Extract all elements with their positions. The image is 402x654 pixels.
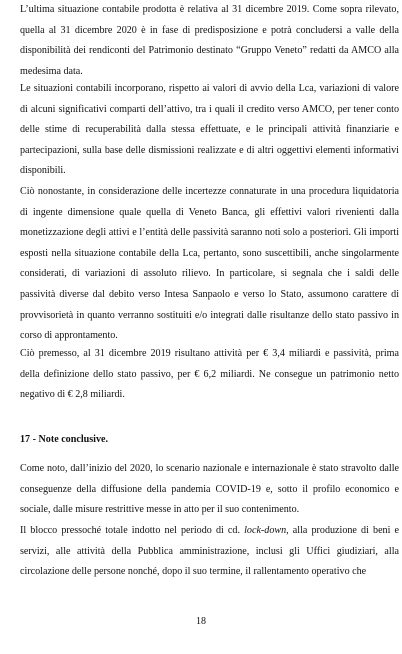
paragraph-premesso: Ciò premesso, al 31 dicembre 2019 risultano attività per € 3,4 miliardi e passività, prima della definizione dello stato passivo, per € 6,2 miliardi. Ne consegue un patrimonio netto negativo di € 2,8 miliardi. (20, 348, 399, 401)
paragraph-situazioni-contabili: Le situazioni contabili incorporano, rispetto ai valori di avvio della Lca, variazioni di valore di alcuni significativi comparti dell’attivo, tra i quali il credito verso AMCO, per tener conto delle stime di recuperabilità dalla stessa effettuate, e le principali attività finanziarie e partecipazioni, sulla base delle dismissioni realizzate e di altri oggettivi elementi informativi disponibili. (20, 83, 399, 177)
paragraph-blocco-end: , alla produzione di beni e servizi, alle attività della Pubblica amministrazione, inclusi gli Uffici giudiziari, alla circolazione delle persone nonché, dopo il suo termine, il rallentamento operativo che (20, 525, 400, 578)
lock-down-term: lock-down (244, 525, 287, 536)
paragraph-incertezze: Ciò nonostante, in considerazione delle incertezze connaturate in una procedura liquidatoria di ingente dimensione quale quella di Veneto Banca, gli effettivi valori rivenienti dalla monetizzazione degli attivi e l’entità delle passività saranno noti solo a posteriori. Gli importi esposti nella situazione contabile della Lca, pertanto, sono suscettibili, anche singolarmente considerati, di variazioni di assoluto rilievo. In particolare, si segnala che i saldi delle passività diverse dal debito verso Intesa Sanpaolo e verso lo Stato, assumono carattere di provvisorietà in quanto verranno sostituiti e/o integrati dalle risultanze dello stato passivo in corso di approntamento. (20, 186, 399, 342)
paragraph-blocco-start: Il blocco pressoché totale indotto nel periodo di cd. (20, 525, 245, 536)
page-number: 18 (196, 616, 206, 627)
section-heading: 17 - Note conclusive. (20, 434, 109, 445)
paragraph-come-noto: Come noto, dall’inizio del 2020, lo scenario nazionale e internazionale è stato stravolto dalle conseguenze della diffusione della pandemia COVID-19 e, sotto il profilo economico e sociale, dalle misure restrittive messe in atto per il suo contenimento. (20, 463, 399, 516)
paragraph-blocco (20, 521, 399, 583)
paragraph-situazione-contabile: L’ultima situazione contabile prodotta è relativa al 31 dicembre 2019. Come sopra rilevato, quella al 31 dicembre 2020 è in fase di predisposizione e potrà concludersi a valle della disponibilità dei rendiconti del Patrimonio destinato “Gruppo Veneto” redatti da AMCO alla medesima data. (20, 4, 399, 77)
